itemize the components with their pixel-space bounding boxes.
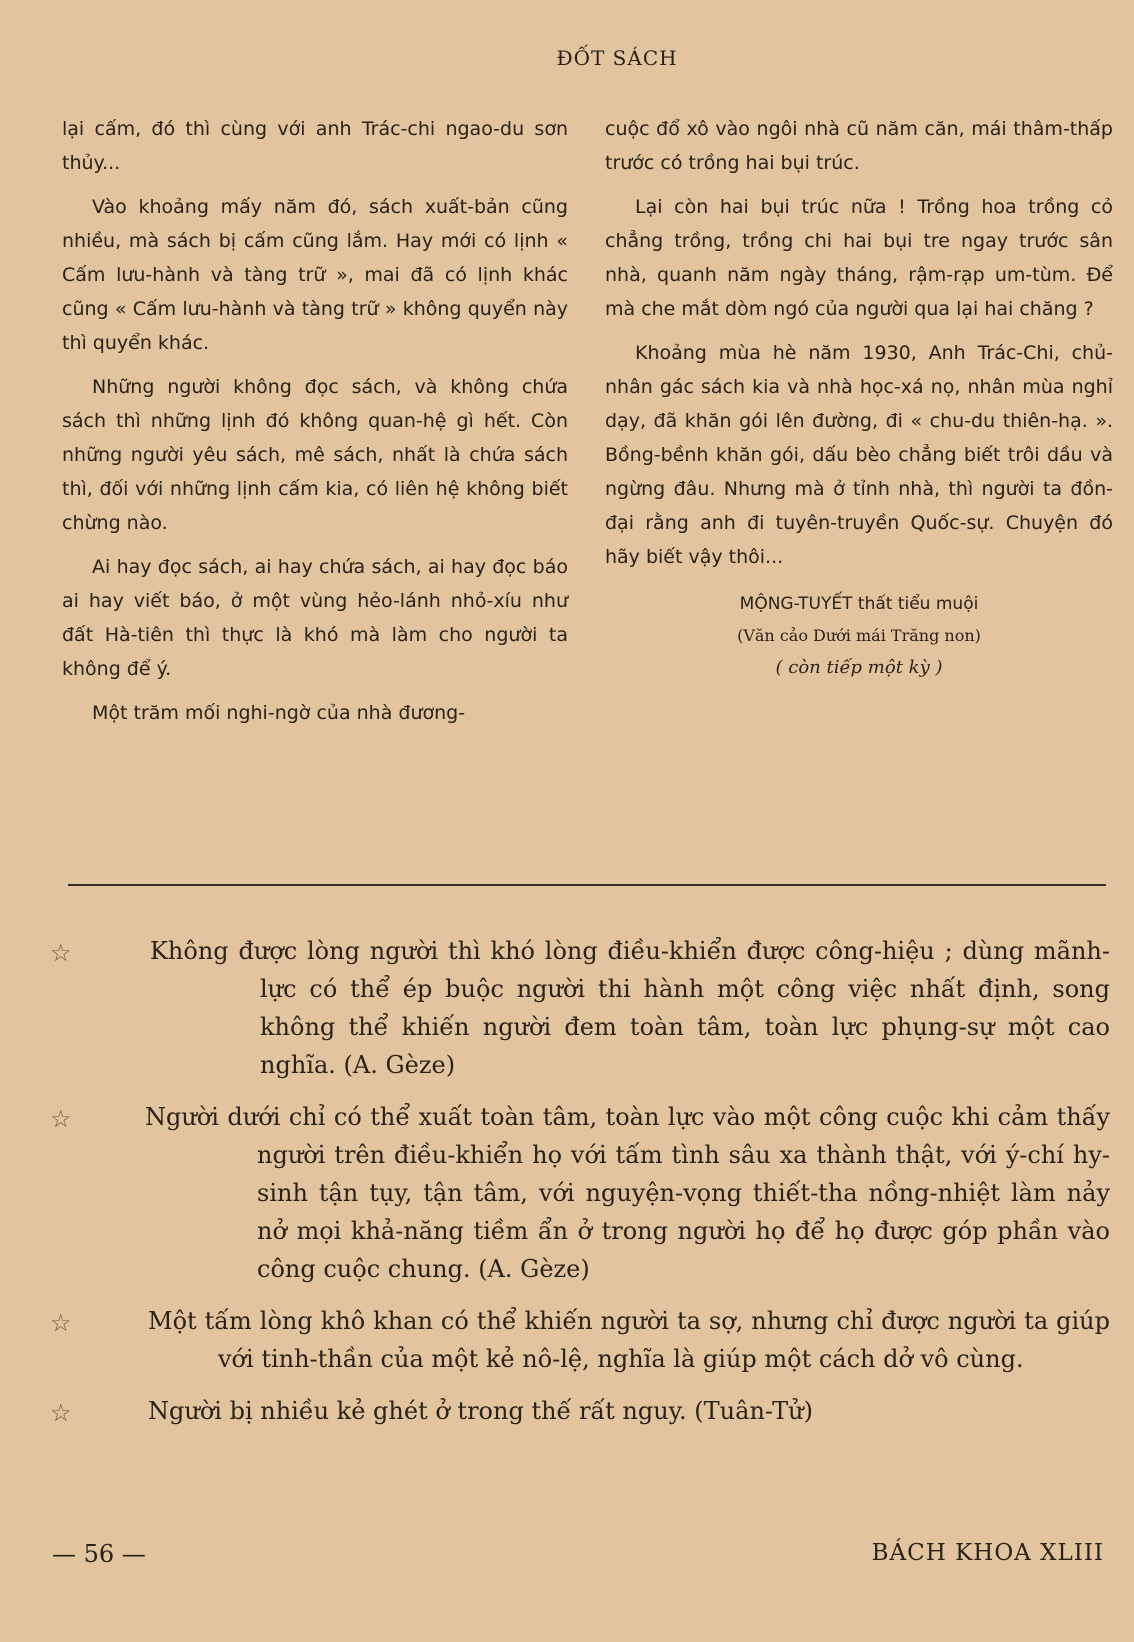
- running-title-text: ĐỐT SÁCH: [556, 46, 678, 70]
- quote-item: [50, 1098, 1110, 1288]
- left-paragraph: Một trăm mối nghi-ngờ của nhà đương-: [92, 702, 466, 724]
- quote-item: [50, 1302, 1110, 1378]
- left-paragraph: lại cấm, đó thì cùng với anh Trác-chi ngao-du sơn thủy...: [62, 118, 568, 174]
- quote-item: [50, 932, 1110, 1084]
- right-paragraph: Khoảng mùa hè năm 1930, Anh Trác-Chi, chủ-nhân gác sách kia và nhà học-xá nọ, nhân mùa nghỉ dạy, đã khăn gói lên đường, đi « chu-du thiên-hạ. ». Bồng-bềnh khăn gói, dấu bèo chẳng biết trôi dầu và ngừng đâu. Nhưng mà ở tỉnh nhà, thì người ta đồn-đại rằng anh đi tuyên-truyền Quốc-sự. Chuyện đó hãy biết vậy thôi...: [605, 342, 1113, 568]
- page-number: — 56 —: [52, 1540, 146, 1568]
- right-paragraph: cuộc đổ xô vào ngôi nhà cũ năm căn, mái thâm-thấp trước có trồng hai bụi trúc.: [605, 118, 1113, 174]
- signature-block: [605, 588, 1113, 684]
- quote-item: [50, 1392, 1110, 1430]
- section-divider: [68, 884, 1106, 886]
- right-column: [605, 112, 1113, 684]
- star-icon: ☆: [50, 1105, 72, 1133]
- left-paragraph: Ai hay đọc sách, ai hay chứa sách, ai hay đọc báo ai hay viết báo, ở một vùng hẻo-lánh nhỏ-xíu như đất Hà-tiên thì thực là khó mà làm cho người ta không để ý.: [62, 556, 568, 680]
- quote-text: Người bị nhiều kẻ ghét ở trong thế rất nguy. (Tuân-Tử): [148, 1397, 813, 1425]
- quotes-section: [50, 932, 1110, 1444]
- star-icon: ☆: [50, 939, 72, 967]
- signature-author: MỘNG-TUYẾT thất tiểu muội: [739, 594, 979, 614]
- quote-text: Người dưới chỉ có thể xuất toàn tâm, toàn lực vào một công cuộc khi cảm thấy người trên điều-khiển họ với tấm tình sâu xa thành thật, với ý-chí hy-sinh tận tụy, tận tâm, với nguyện-vọng thiết-tha nồng-nhiệt làm nảy nở mọi khả-năng tiềm ẩn ở trong người họ để họ được góp phần vào công cuộc chung. (A. Gèze): [145, 1103, 1110, 1283]
- quote-text: Không được lòng người thì khó lòng điều-khiển được công-hiệu ; dùng mãnh-lực có thể ép buộc người thi hành một công việc nhất định, song không thể khiến người đem toàn tâm, toàn lực phụng-sự một cao nghĩa. (A. Gèze): [150, 937, 1110, 1079]
- star-icon: ☆: [50, 1399, 72, 1427]
- left-column: [62, 112, 568, 740]
- continued-note: ( còn tiếp một kỳ ): [775, 657, 943, 678]
- magazine-name: BÁCH KHOA XLIII: [871, 1540, 1104, 1566]
- left-paragraph: Những người không đọc sách, và không chứa sách thì những lịnh đó không quan-hệ gì hết. Còn những người yêu sách, mê sách, nhất là chứa sách thì, đối với những lịnh cấm kia, có liên hệ không biết chừng nào.: [62, 376, 568, 534]
- right-paragraph: Lại còn hai bụi trúc nữa ! Trồng hoa trồng cỏ chẳng trồng, trồng chi hai bụi tre ngay trước sân nhà, quanh năm ngày tháng, rậm-rạp um-tùm. Để mà che mắt dòm ngó của người qua lại hai chăng ?: [605, 196, 1113, 320]
- star-icon: ☆: [50, 1309, 72, 1337]
- signature-source: (Văn cảo Dưới mái Trăng non): [737, 626, 981, 645]
- running-title: [0, 46, 1134, 70]
- quote-text: Một tấm lòng khô khan có thể khiến người ta sợ, nhưng chỉ được người ta giúp với tinh-thần của một kẻ nô-lệ, nghĩa là giúp một cách dở vô cùng.: [148, 1307, 1110, 1373]
- page-footer: [52, 1540, 1114, 1580]
- left-paragraph: Vào khoảng mấy năm đó, sách xuất-bản cũng nhiều, mà sách bị cấm cũng lắm. Hay mới có lịnh « Cấm lưu-hành và tàng trữ », mai đã có lịnh khác cũng « Cấm lưu-hành và tàng trữ » không quyển này thì quyển khác.: [62, 196, 568, 354]
